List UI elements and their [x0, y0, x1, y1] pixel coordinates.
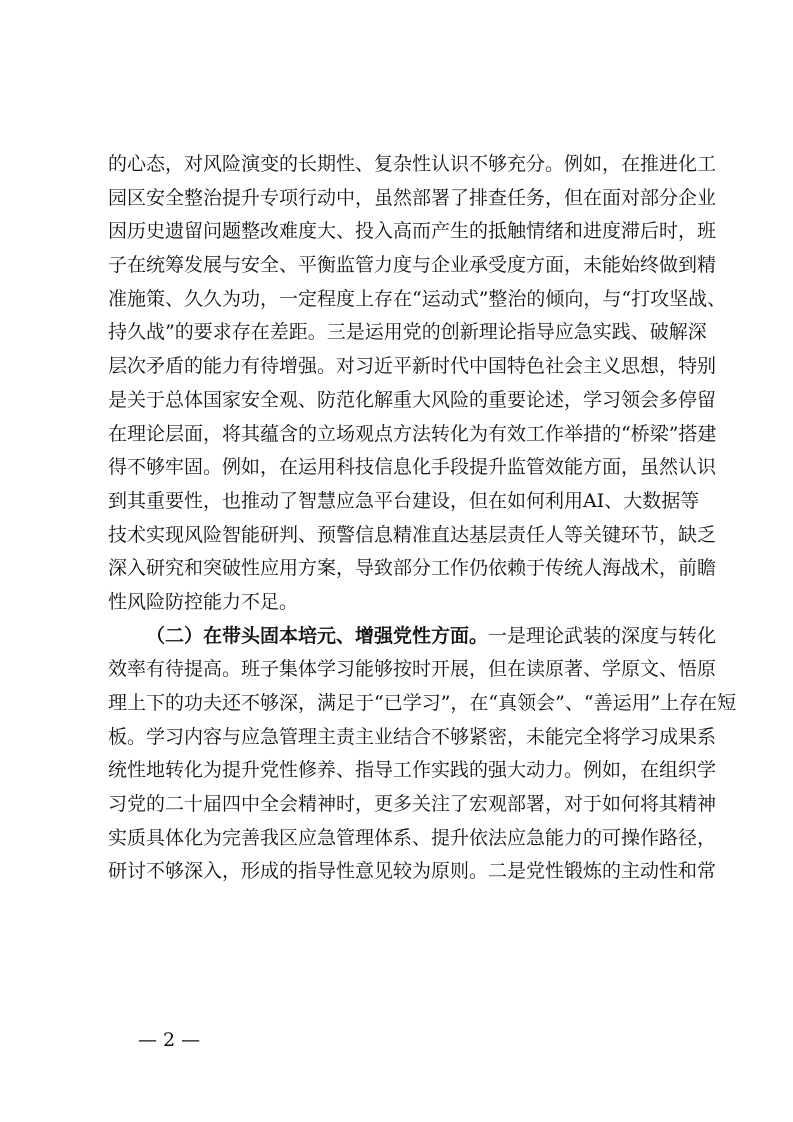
- text-line: 深入研究和突破性应用方案，导致部分工作仍依赖于传统人海战术，前瞻: [108, 557, 717, 580]
- text-line: 的心态，对风险演变的长期性、复杂性认识不够充分。例如，在推进化工: [108, 153, 717, 175]
- text-line: 在理论层面，将其蕴含的立场观点方法转化为有效工作举措的“桥梁”搭建: [108, 422, 717, 445]
- paragraph-2: [108, 620, 737, 890]
- text-line: 园区安全整治提升专项行动中，虽然部署了排查任务，但在面对部分企业: [108, 186, 717, 209]
- section-heading: （二）在带头固本培元、增强党性方面。: [146, 624, 489, 647]
- paragraph-first-line: [108, 620, 717, 654]
- text-line: 因历史遗留问题整改难度大、投入高而产生的抵触情绪和进度滞后时，班: [108, 220, 717, 243]
- text-line: 实质具体化为完善我区应急管理体系、提升依法应急能力的可操作路径，: [108, 826, 717, 849]
- text-line: 统性地转化为提升党性修养、指导工作实践的强大动力。例如，在组织学: [108, 759, 717, 782]
- text-run: 一是理论武装的深度与转化: [488, 624, 717, 647]
- text-line: 子在统筹发展与安全、平衡监管力度与企业承受度方面，未能始终做到精: [108, 254, 717, 277]
- text-line: 是关于总体国家安全观、防范化解重大风险的重要论述，学习领会多停留: [108, 388, 717, 411]
- text-line: 技术实现风险智能研判、预警信息精准直达基层责任人等关键环节，缺乏: [108, 523, 717, 546]
- text-line: 习党的二十届四中全会精神时，更多关注了宏观部署，对于如何将其精神: [108, 793, 717, 816]
- text-line: 到其重要性，也推动了智慧应急平台建设，但在如何利用AI、大数据等: [108, 489, 700, 512]
- text-line: 板。学习内容与应急管理主责主业结合不够紧密，未能完全将学习成果系: [108, 725, 717, 748]
- body-text: [108, 148, 737, 889]
- text-line: 性风险防控能力不足。: [108, 590, 299, 613]
- paragraph-1: [108, 148, 727, 620]
- text-line: 持久战”的要求存在差距。三是运用党的创新理论指导应急实践、破解深: [108, 321, 707, 344]
- text-line: 理上下的功夫还不够深，满足于“已学习”，在“真领会”、“善运用”上存在短: [108, 692, 737, 714]
- text-line: 得不够牢固。例如，在运用科技信息化手段提升监管效能方面，虽然认识: [108, 456, 717, 479]
- page-number: — 2 —: [138, 1029, 201, 1051]
- text-line: 层次矛盾的能力有待增强。对习近平新时代中国特色社会主义思想，特别: [108, 355, 717, 378]
- text-line: 研讨不够深入，形成的指导性意见较为原则。二是党性锻炼的主动性和常: [108, 860, 717, 883]
- text-line: 准施策、久久为功，一定程度上存在“运动式”整治的倾向，与“打攻坚战、: [108, 287, 727, 310]
- text-line: 效率有待提高。班子集体学习能够按时开展，但在读原著、学原文、悟原: [108, 658, 717, 681]
